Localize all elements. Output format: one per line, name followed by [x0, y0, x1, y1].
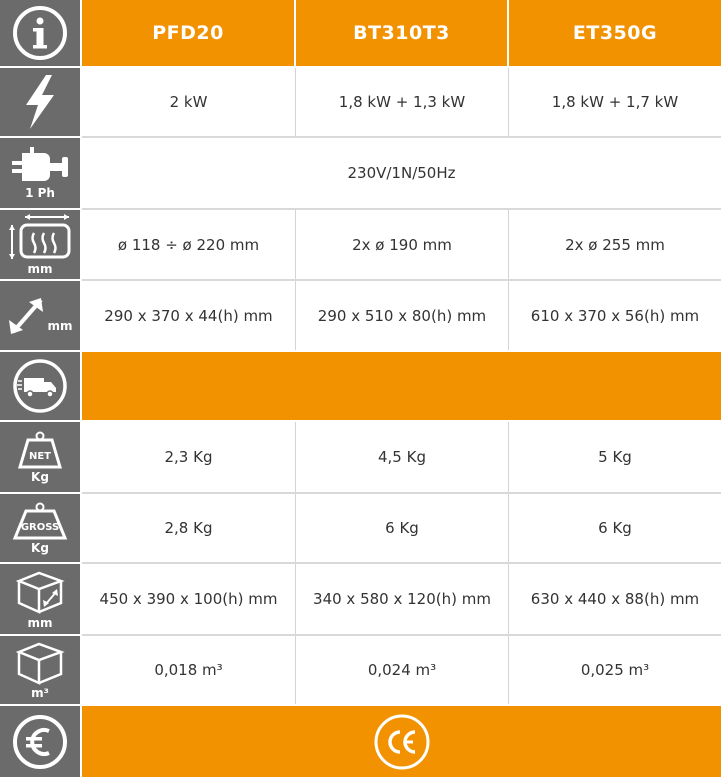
dimensions-value-1: 290 x 370 x 44(h) mm [82, 281, 296, 350]
net-weight-icon [18, 431, 62, 469]
package-box-icon-cell [0, 564, 82, 634]
model-header-1: PFD20 [82, 0, 296, 66]
heating-zone-row [0, 210, 721, 279]
euro-icon [11, 713, 69, 771]
gross-weight-icon [12, 502, 68, 540]
dimensions-arrow-icon [7, 294, 47, 338]
net-weight-row [0, 422, 721, 492]
model-header-2: BT310T3 [296, 0, 509, 66]
package-volume-icon-cell [0, 636, 82, 704]
info-icon [11, 4, 69, 62]
package-volume-icon-label: m³ [31, 685, 49, 700]
dimensions-icon-cell [0, 281, 82, 350]
package-dimensions-icon-label: mm [27, 615, 53, 630]
footer-row [0, 706, 721, 777]
heating-value-3: 2x ø 255 mm [509, 210, 721, 279]
dimensions-value-3: 610 x 370 x 56(h) mm [509, 281, 721, 350]
power-value-1: 2 kW [82, 68, 296, 136]
heating-icon-label: mm [27, 262, 53, 276]
net-weight-value-3: 5 Kg [509, 422, 721, 492]
header-row [0, 0, 721, 66]
model-header-3: ET350G [509, 0, 721, 66]
heating-value-1: ø 118 ÷ ø 220 mm [82, 210, 296, 279]
voltage-icon-label: 1 Ph [25, 185, 55, 200]
package-dimensions-row [0, 564, 721, 634]
gross-weight-value-1: 2,8 Kg [82, 494, 296, 562]
lightning-icon [18, 73, 62, 131]
plug-icon [10, 147, 70, 185]
net-weight-icon-label: Kg [31, 469, 49, 484]
info-icon-cell [0, 0, 82, 66]
voltage-value: 230V/1N/50Hz [82, 138, 721, 208]
heating-value-2: 2x ø 190 mm [296, 210, 509, 279]
package-volume-value-2: 0,024 m³ [296, 636, 509, 704]
voltage-icon-cell [0, 138, 82, 208]
gross-weight-icon-label: Kg [31, 540, 49, 555]
package-box-icon [13, 569, 67, 615]
gross-weight-row [0, 494, 721, 562]
package-dimensions-value-3: 630 x 440 x 88(h) mm [509, 564, 721, 634]
package-dimensions-value-1: 450 x 390 x 100(h) mm [82, 564, 296, 634]
package-volume-value-1: 0,018 m³ [82, 636, 296, 704]
dimensions-row [0, 281, 721, 350]
net-weight-value-1: 2,3 Kg [82, 422, 296, 492]
shipping-icon-cell [0, 352, 82, 420]
gross-weight-value-3: 6 Kg [509, 494, 721, 562]
package-volume-icon [13, 641, 67, 685]
svg-text:NET: NET [28, 450, 52, 462]
shipping-header-band [82, 352, 721, 420]
euro-icon-cell [0, 706, 82, 777]
power-value-3: 1,8 kW + 1,7 kW [509, 68, 721, 136]
dimensions-icon-label: mm [47, 318, 73, 333]
power-row [0, 68, 721, 136]
power-icon-cell [0, 68, 82, 136]
heating-area-icon [7, 213, 73, 261]
delivery-truck-icon [12, 358, 68, 414]
voltage-row [0, 138, 721, 208]
package-dimensions-value-2: 340 x 580 x 120(h) mm [296, 564, 509, 634]
certification-band [82, 706, 721, 777]
heating-icon-cell [0, 210, 82, 279]
gross-weight-value-2: 6 Kg [296, 494, 509, 562]
shipping-row [0, 352, 721, 420]
svg-text:GROSS: GROSS [20, 521, 60, 533]
package-volume-value-3: 0,025 m³ [509, 636, 721, 704]
dimensions-value-2: 290 x 510 x 80(h) mm [296, 281, 509, 350]
package-volume-row [0, 636, 721, 704]
net-weight-value-2: 4,5 Kg [296, 422, 509, 492]
gross-weight-icon-cell [0, 494, 82, 562]
ce-mark-icon [373, 713, 431, 771]
net-weight-icon-cell [0, 422, 82, 492]
power-value-2: 1,8 kW + 1,3 kW [296, 68, 509, 136]
